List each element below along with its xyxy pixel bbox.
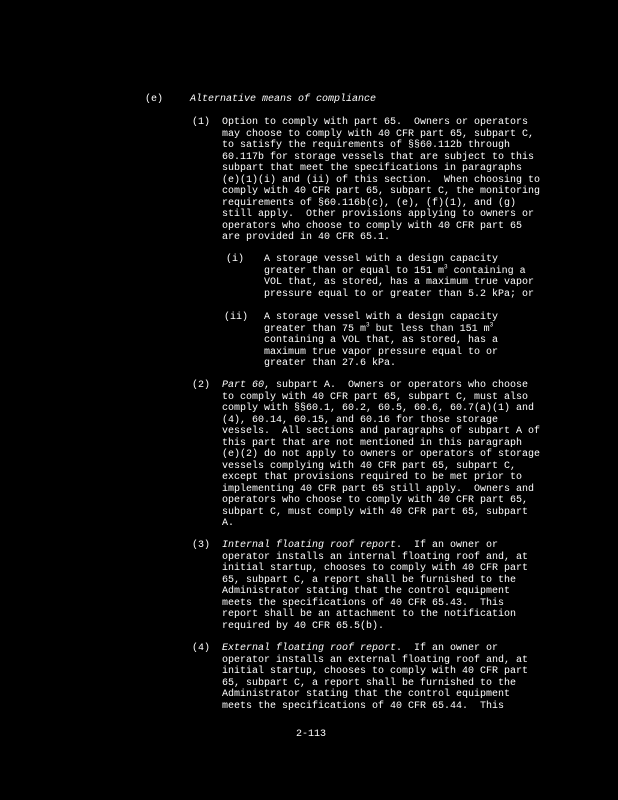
text-line: required by 40 CFR 65.5(b). — [222, 620, 385, 632]
text-line: operator installs an external floating roof and, at — [222, 654, 529, 666]
text-line: 60.117b for storage vessels that are subject to this — [222, 151, 535, 163]
text-fragment: containing a — [447, 265, 526, 277]
text-line: (e)(1)(i) and (ii) of this section. When choosing to — [222, 174, 541, 186]
text-line: requirements of §60.116b(c), (e), (f)(1), and (g) — [222, 197, 517, 209]
item-3-number: (3) — [192, 540, 211, 551]
text-line: greater than 27.6 kPa. — [264, 358, 397, 369]
text-line — [222, 643, 528, 655]
text-line: A storage vessel with a design capacity — [264, 312, 499, 323]
text-line: Administrator stating that the control equipment — [222, 689, 511, 700]
text-line: A storage vessel with a design capacity — [264, 254, 499, 265]
text-line: to comply with 40 CFR part 65, subpart C, must also — [222, 391, 529, 403]
text-line: may choose to comply with 40 CFR part 65, subpart C, — [222, 128, 535, 140]
item-heading: External floating roof report — [222, 643, 397, 654]
text-fragment: greater than 75 m — [264, 323, 367, 335]
text-line: containing a VOL that, as stored, has a — [264, 335, 499, 346]
text-line: (4), 60.14, 60.15, and 60.16 for those storage — [222, 414, 499, 426]
text-line — [264, 321, 498, 336]
text-line: this part that are not mentioned in this paragraph — [222, 437, 523, 449]
text-line: initial startup, chooses to comply with 40 CFR part — [222, 666, 529, 677]
text-line: initial startup, chooses to comply with 40 CFR part — [222, 563, 529, 574]
text-fragment: , subpart A. Owners or operators who choose — [264, 380, 529, 391]
text-line: operators who choose to comply with 40 CFR part 65, — [222, 495, 529, 506]
section-title: Alternative means of compliance — [190, 94, 377, 105]
text-line: 65, subpart C, a report shall be furnished to the — [222, 677, 517, 689]
text-line: comply with §§60.1, 60.2, 60.5, 60.6, 60.7(a)(1) and — [222, 403, 535, 414]
text-line: except that provisions required to be met prior to — [222, 472, 523, 483]
text-line: meets the specifications of 40 CFR 65.43. This — [222, 597, 505, 609]
text-line: pressure equal to or greater than 5.2 kPa; or — [264, 288, 535, 300]
text-line: operator installs an internal floating roof and, at — [222, 551, 529, 563]
subitem-ii-text — [264, 312, 498, 370]
subitem-i-number: (i) — [226, 254, 245, 265]
item-3-text — [222, 540, 528, 632]
superscript: 3 — [444, 263, 448, 271]
text-line: Administrator stating that the control equipment — [222, 586, 511, 597]
text-line: operators who choose to comply with 40 CFR part 65 — [222, 220, 523, 232]
item-1-number: (1) — [192, 117, 211, 128]
text-line: vessels complying with 40 CFR part 65, subpart C, — [222, 460, 517, 472]
section-label: (e) — [145, 94, 164, 105]
text-line: Option to comply with part 65. Owners or operators — [222, 117, 529, 128]
item-heading: Internal floating roof report — [222, 540, 397, 551]
text-line: still apply. Other provisions applying to owners or — [222, 209, 535, 220]
text-line — [264, 263, 534, 278]
text-fragment: greater than or equal to 151 m — [264, 265, 445, 277]
text-line: implementing 40 CFR part 65 still apply. Owners and — [222, 483, 535, 495]
text-fragment: but less than 151 m — [369, 323, 490, 335]
item-2-number: (2) — [192, 380, 211, 391]
subitem-ii-number: (ii) — [224, 312, 249, 323]
item-4-text — [222, 643, 528, 712]
superscript: 3 — [489, 321, 494, 329]
text-line: 65, subpart C, a report shall be furnished to the — [222, 574, 517, 586]
text-fragment: . If an owner or — [396, 540, 499, 551]
text-line: to satisfy the requirements of §§60.112b through — [222, 140, 511, 151]
text-fragment: . If an owner or — [396, 643, 499, 654]
text-line: meets the specifications of 40 CFR 65.44. This — [222, 700, 505, 712]
item-4-number: (4) — [192, 643, 211, 654]
subitem-i-text — [264, 254, 534, 300]
text-line: vessels. All sections and paragraphs of subpart A of — [222, 426, 541, 437]
page-number: 2-113 — [296, 729, 327, 740]
text-line: subpart C, must comply with 40 CFR part 65, subpart — [222, 506, 529, 518]
text-line: (e)(2) do not apply to owners or operators of storage — [222, 449, 541, 460]
item-2-text — [222, 380, 540, 530]
text-line: maximum true vapor pressure equal to or — [264, 346, 499, 358]
text-line — [222, 380, 540, 392]
text-line: comply with 40 CFR part 65, subpart C, the monitoring — [222, 186, 541, 197]
text-line: are provided in 40 CFR 65.1. — [222, 232, 391, 243]
text-line: VOL that, as stored, has a maximum true vapor — [264, 277, 535, 288]
text-line: A. — [222, 518, 235, 529]
item-heading: Part 60 — [222, 380, 265, 391]
text-line — [222, 540, 528, 552]
text-line: subpart that meet the specifications in paragraphs — [222, 163, 523, 174]
superscript: 3 — [366, 321, 370, 329]
text-line: report shall be an attachment to the notification — [222, 609, 517, 620]
item-1-text — [222, 117, 540, 244]
